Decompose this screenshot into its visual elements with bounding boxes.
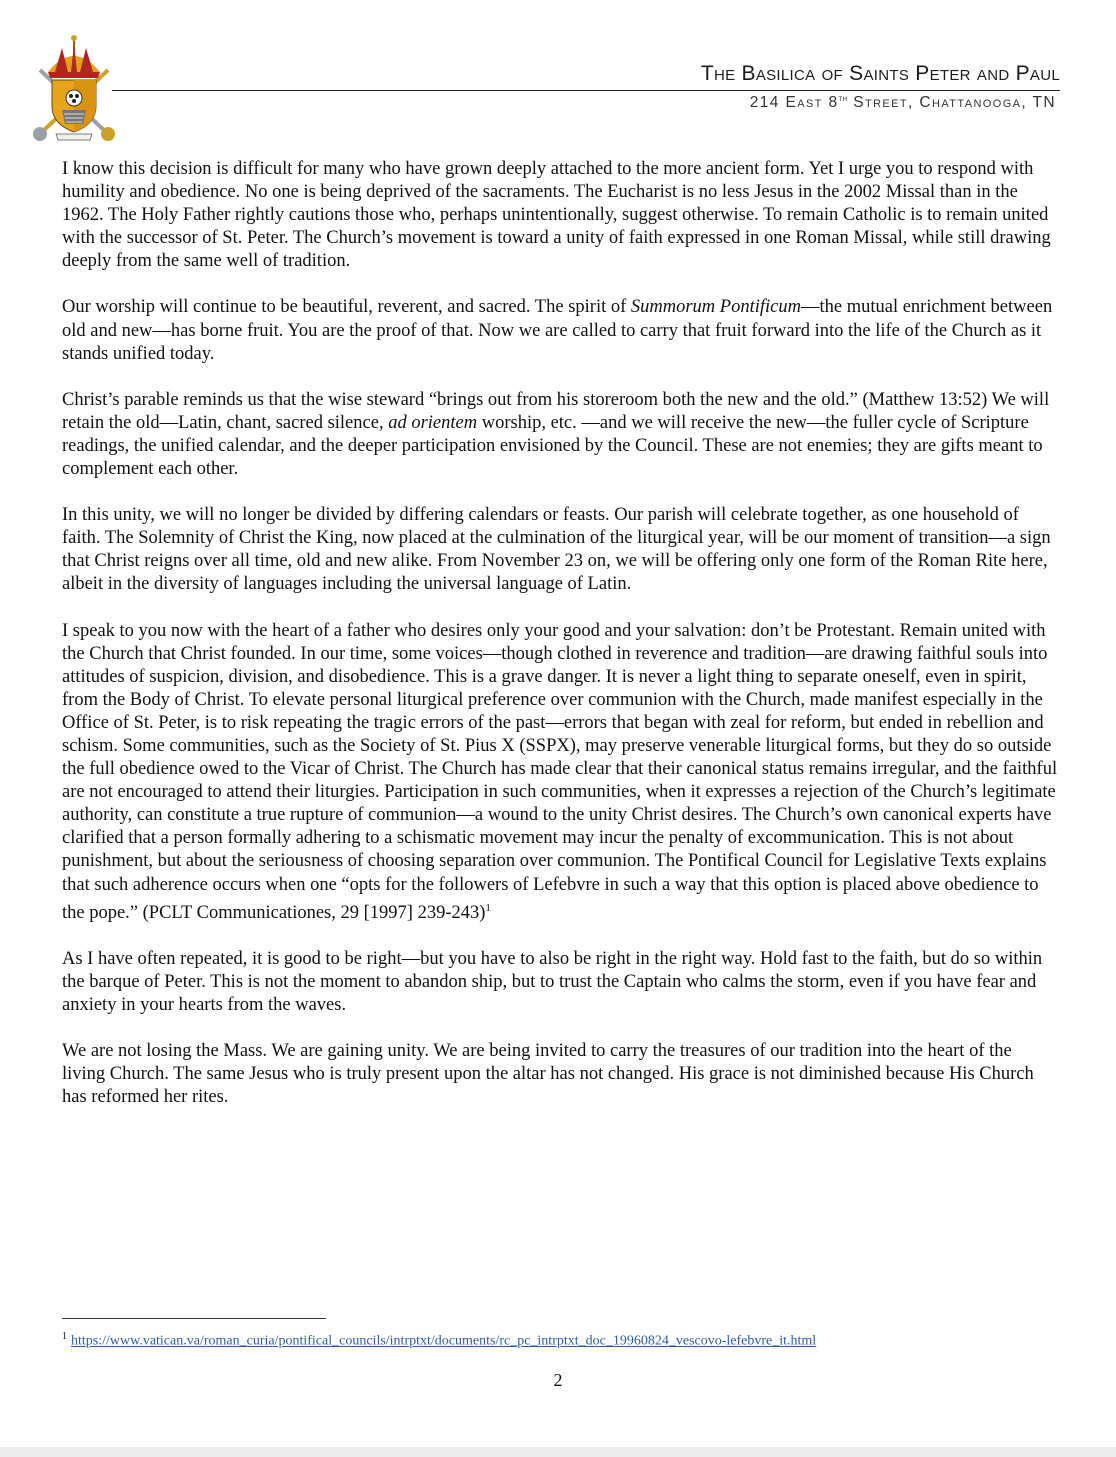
ad-orientem-italic: ad orientem	[388, 412, 478, 433]
paragraph-1: I know this decision is difficult for many who have grown deeply attached to the more ancient form. Yet I urge you to respond with humility and obedience. No one is being deprived of the sacraments. The Eucharist is no less Jesus in the 2002 Missal than in the 1962. The Holy Father rightly cautions those who, perhaps unintentionally, suggest otherwise. To remain Catholic is to remain united with the successor of St. Peter. The Church’s movement is toward a unity of faith expressed in one Roman Missal, while still drawing deeply from the same well of tradition.	[62, 159, 1051, 272]
address-ordinal-suffix: th	[838, 93, 848, 103]
paragraph-5	[62, 620, 1058, 925]
paragraph-7: We are not losing the Mass. We are gaining unity. We are being invited to carry the treasures of our tradition into the heart of the living Church. The same Jesus who is truly present upon the altar has not changed. His grace is not diminished because His Church has reformed her rites.	[62, 1041, 1034, 1108]
footnote-separator	[62, 1318, 326, 1319]
footnote-reference[interactable]: 1	[485, 901, 491, 914]
letter-body	[62, 158, 1058, 1132]
paragraph-3-part-b: worship, etc. —and we will receive the new—the fuller cycle of Scripture readings, the unified calendar, and the deeper participation envisioned by the Council. These are not enemies; they are gifts meant to complement each other.	[62, 412, 1043, 480]
church-name-header: The Basilica of Saints Peter and Paul	[700, 62, 1060, 85]
header-divider	[112, 90, 1060, 91]
page-bottom-edge	[0, 1447, 1116, 1457]
address-prefix: 214 East 8	[749, 94, 839, 112]
paragraph-3-part-a: Christ’s parable reminds us that the wise steward “brings out from his storeroom both the new and the old.” (Matthew 13:52) We will retain the old—Latin, chant, sacred silence,	[62, 389, 1050, 433]
footnote-link[interactable]: https://www.vatican.va/roman_curia/pontifical_councils/intrptxt/documents/rc_pc_intrptxt_doc_19960824_vescovo-lefebvre_it.html	[71, 1333, 817, 1349]
paragraph-2-part-b: —the mutual enrichment between old and new—has borne fruit. You are the proof of that. Now we are called to carry that fruit forward into the life of the Church as it stands unified today.	[62, 297, 1053, 364]
paragraph-2	[62, 296, 1058, 365]
paragraph-5-text: I speak to you now with the heart of a father who desires only your good and your salvation: don’t be Protestant. Remain united with the Church that Christ founded. In our time, some voices—though clothed in reverence and tradition—are drawing faithful souls into attitudes of suspicion, division, and disobedience. This is a grave danger. It is never a light thing to separate oneself, even in spirit, from the Body of Christ. To elevate personal liturgical preference over communion with the Church, made manifest especially in the Office of St. Peter, is to risk repeating the tragic errors of the past—errors that began with zeal for reform, but ended in rebellion and schism. Some communities, such as the Society of St. Pius X (SSPX), may preserve venerable liturgical forms, but they do so outside the full obedience owed to the Vicar of Christ. The Church has made clear that their canonical status remains irregular, and the faithful are not encouraged to attend their liturgies. Participation in such communities, when it expresses a rejection of the Church’s legitimate authority, can constitute a true rupture of communion—a wound to the unity Christ desires. The Church’s own canonical experts have clarified that a person formally adhering to a schismatic movement may incur the penalty of excommunication. This is not about punishment, but about the seriousness of choosing separation over communion. The Pontifical Council for Legislative Texts explains that such adherence occurs when one “opts for the followers of Lefebvre in such a way that this option is placed above obedience to the pope.” (PCLT Communicationes, 29 [1997] 239-243)	[62, 620, 1058, 923]
paragraph-6: As I have often repeated, it is good to be right—but you have to also be right in the right way. Hold fast to the faith, but do so within the barque of Peter. This is not the moment to abandon ship, but to trust the Captain who calms the storm, even if you have fear and anxiety in your hearts from the waves.	[62, 948, 1043, 1016]
basilica-coat-of-arms-logo	[28, 34, 120, 142]
paragraph-4: In this unity, we will no longer be divided by differing calendars or feasts. Our parish will celebrate together, as one household of faith. The Solemnity of Christ the King, now placed at the culmination of the liturgical year, will be our moment of transition—a sign that Christ reigns over all time, old and new alike. From November 23 on, we will be offering only one form of the Roman Rite here, albeit in the diversity of languages including the universal language of Latin.	[62, 505, 1051, 595]
footnote-marker: 1	[62, 1331, 67, 1342]
paragraph-3	[62, 389, 1058, 481]
paragraph-2-part-a: Our worship will continue to be beautiful, reverent, and sacred. The spirit of	[62, 297, 631, 318]
church-address	[750, 93, 1056, 112]
summorum-pontificum-italic: Summorum Pontificum	[630, 297, 801, 318]
address-suffix: Street, Chattanooga, TN	[847, 94, 1056, 112]
footnote	[62, 1328, 1022, 1351]
page-number: 2	[553, 1370, 563, 1390]
